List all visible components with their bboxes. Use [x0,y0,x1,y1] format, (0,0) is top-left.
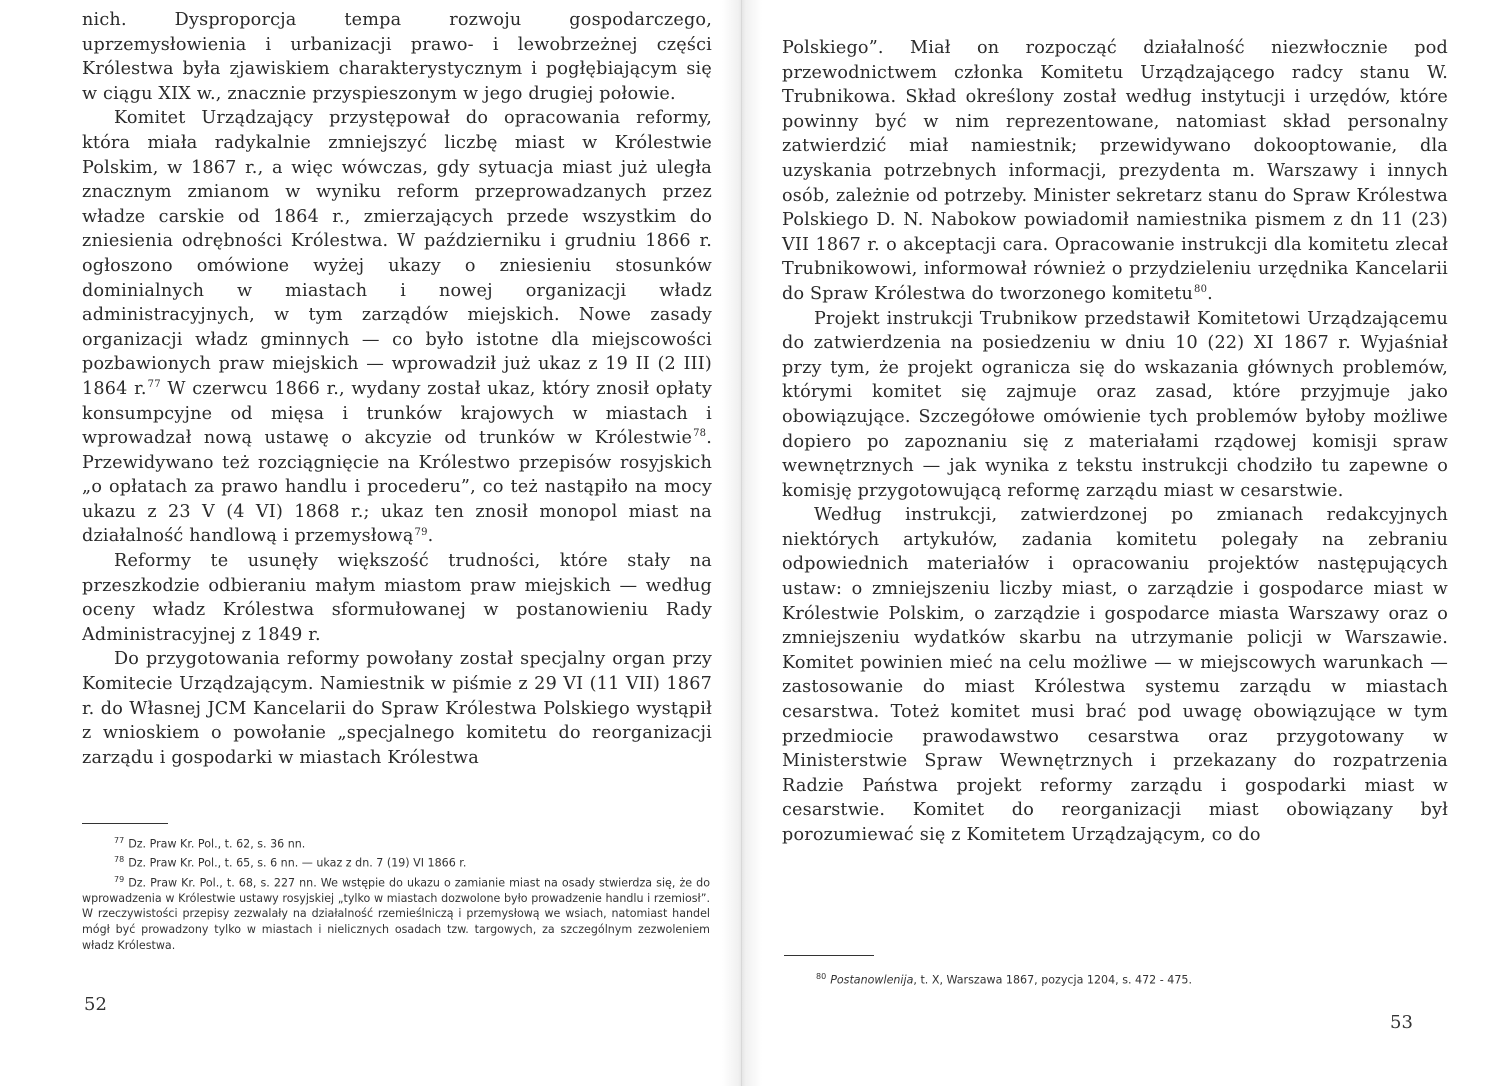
right-page-footnotes [784,969,1448,988]
text-run: Do przygotowania reformy powołany został specjalny organ przy Komitecie Urządzającym. Namiestnik w piśmie z 29 VI (11 VII) 1867 r. do Własnej JCM Kancelarii do Spraw Królestwa Polskiego wystąpił z wnioskiem o powołanie „specjalnego komitetu do reorganizacji zarządu i gospodarki w miastach Królestwa [82,649,712,768]
right-page-body [782,36,1448,848]
page-number: 52 [84,994,107,1015]
text-run: Komitet Urządzający przystępował do opracowania reformy, która miała radykalnie zmniejszyć liczbę miast w Królestwie Polskim, w 1867 r., a więc wówczas, gdy sytuacja miast już uległa znacznym zmianom w wyniku reform przeprowadzanych przez władze carskie od 1864 r., zmierzających przede wszystkim do zniesienia odrębności Królestwa. W październiku i grudniu 1866 r. ogłoszono omówione wyżej ukazy o zniesieniu stosunków dominialnych w miastach i nowej organizacji władz administracyjnych, w tym zarządów miejskich. Nowe zasady organizacji władz gminnych — co było istotne dla miejscowości pozbawionych praw miejskich — wprowadził już ukaz z 19 II (2 III) 1864 r. [82,108,712,399]
text-run: Polskiego”. Miał on rozpocząć działalność niezwłocznie pod przewodnictwem członka Komitetu Urządzającego radcy stanu W. Trubnikowa. Skład określony został według instytucji i urzędów, które powinny być w nim reprezentowane, natomiast skład personalny zatwierdzić miał namiestnik; przewidywano dokooptowanie, dla uzyskania potrzebnych informacji, prezydenta m. Warszawy i innych osób, zależnie od potrzeby. Minister sekretarz stanu do Spraw Królestwa Polskiego D. N. Nabokow powiadomił namiestnika pismem z dn 11 (23) VII 1867 r. o akceptacji cara. Opracowanie instrukcji dla komitetu zlecał Trubnikowowi, informował również o przydzieleniu urzędnika Kancelarii do Spraw Królestwa do tworzonego komitetu [782,38,1448,304]
text-run: Projekt instrukcji Trubnikow przedstawił Komitetowi Urządzającemu do zatwierdzenia na posiedzeniu w dniu 10 (22) XI 1867 r. Wyjaśniał przy tym, że projekt ogranicza się do wskazania głównych problemów, którymi komitet się zajmuje oraz zasad, które przyjmuje jako obowiązujące. Szczegółowe omówienie tych problemów byłoby możliwe dopiero po zapoznaniu się z materiałami rządowej komisji spraw wewnętrznych — jak wynika z tekstu instrukcji chodziło tu zapewne o komisję przygotowującą reformę zarządu miast w cesarstwie. [782,308,1448,501]
footnote-reference: 79 [414,526,428,538]
footnote-number: 79 [114,874,125,884]
footnote-reference: 78 [693,428,707,440]
right-page [742,0,1500,1086]
footnote-separator [82,823,168,824]
paragraph [782,503,1448,847]
footnote-number: 80 [816,972,827,981]
text-run: nich. Dysproporcja tempa rozwoju gospodarczego, uprzemysłowienia i urbanizacji prawo- i lewobrzeżnej części Królestwa była zjawiskiem charakterystycznym i pogłębiającym się w ciągu XIX w., znacznie przyspieszonym w jego drugiej połowie. [82,10,712,104]
footnote-reference: 77 [147,379,161,391]
footnote-text: Dz. Praw Kr. Pol., t. 68, s. 227 nn. We wstępie do ukazu o zamianie miast na osady stwierdza się, że do wprowadzenia w Królestwie ustawy rosyjskiej „tylko w miastach dozwolone było prowadzenie handlu i rzemiosł”. W rzeczywistości przepisy zezwalały na działalność rzemieślniczą i przemysłową we wsiach, natomiast handel mógł być prowadzony tylko w miastach i nielicznych osadach tzw. targowych, za szczególnym zezwoleniem władz Królestwa. [82,876,710,952]
paragraph [82,106,712,549]
page-number: 53 [1390,1012,1413,1033]
footnote [82,872,710,954]
paragraph-continuation [782,36,1448,307]
footnote-separator [784,955,874,956]
left-page [0,0,742,1086]
left-page-body [82,8,712,770]
text-run: . [427,526,434,547]
footnote [784,969,1448,988]
paragraph [82,549,712,647]
paragraph [782,307,1448,504]
footnote-number: 78 [114,855,125,865]
text-run: Według instrukcji, zatwierdzonej po zmianach redakcyjnych niektórych artykułów, zadania komitetu polegały na zebraniu odpowiednich materiałów i opracowaniu projektów następujących ustaw: o zmniejszeniu liczby miast, o zarządzie i gospodarce miast w Królestwie Polskim, o zarządzie i gospodarce miasta Warszawy oraz o zmniejszeniu wydatków skarbu na utrzymanie policji w Warszawie. Komitet powinien mieć na celu możliwe — w miejscowych warunkach — zastosowanie do miast Królestwa systemu zarządu w miastach cesarstwa. Toteż komitet musi brać pod uwagę obowiązujące w tym przedmiocie prawodawstwo cesarstwa oraz przygotowany w Ministerstwie Spraw Wewnętrznych i przekazany do rozpatrzenia Radzie Państwa projekt reformy zarządu i gospodarki miast w cesarstwie. Komitet do reorganizacji miast obowiązany był porozumiewać się z Komitetem Urządzającym, co do [782,505,1448,845]
left-page-footnotes [82,833,710,953]
text-run: Reformy te usunęły większość trudności, które stały na przeszkodzie odbieraniu małym miastom praw miejskich — według oceny władz Królestwa sformułowanej w postanowieniu Rady Administracyjnej z 1849 r. [82,551,712,645]
footnote [82,852,710,871]
footnote-text: Dz. Praw Kr. Pol., t. 62, s. 36 nn. [128,837,306,851]
text-run: W czerwcu 1866 r., wydany został ukaz, który znosił opłaty konsumpcyjne od mięsa i trunków krajowych w miastach i wprowadzał nową ustawę o akcyzie od trunków w Królestwie [82,378,712,449]
footnote-text: Dz. Praw Kr. Pol., t. 65, s. 6 nn. — ukaz z dn. 7 (19) VI 1866 r. [128,856,467,870]
text-run: . [1207,283,1213,304]
footnote-number: 77 [114,836,125,845]
footnote [82,833,710,852]
paragraph-continuation [82,8,712,106]
footnote-text: , t. X, Warszawa 1867, pozycja 1204, s. 472 - 475. [913,973,1192,987]
footnote-title: Postanowlenija [830,973,914,987]
text-run: . Przewidywano też rozciągnięcie na Królestwo przepisów rosyjskich „o opłatach za prawo handlu i procederu”, co też nastąpiło na mocy ukazu z 23 V (4 VI) 1868 r.; ukaz ten znosił monopol miast na działalność handlową i przemysłową [82,428,712,547]
paragraph [82,647,712,770]
footnote-reference: 80 [1194,284,1208,296]
